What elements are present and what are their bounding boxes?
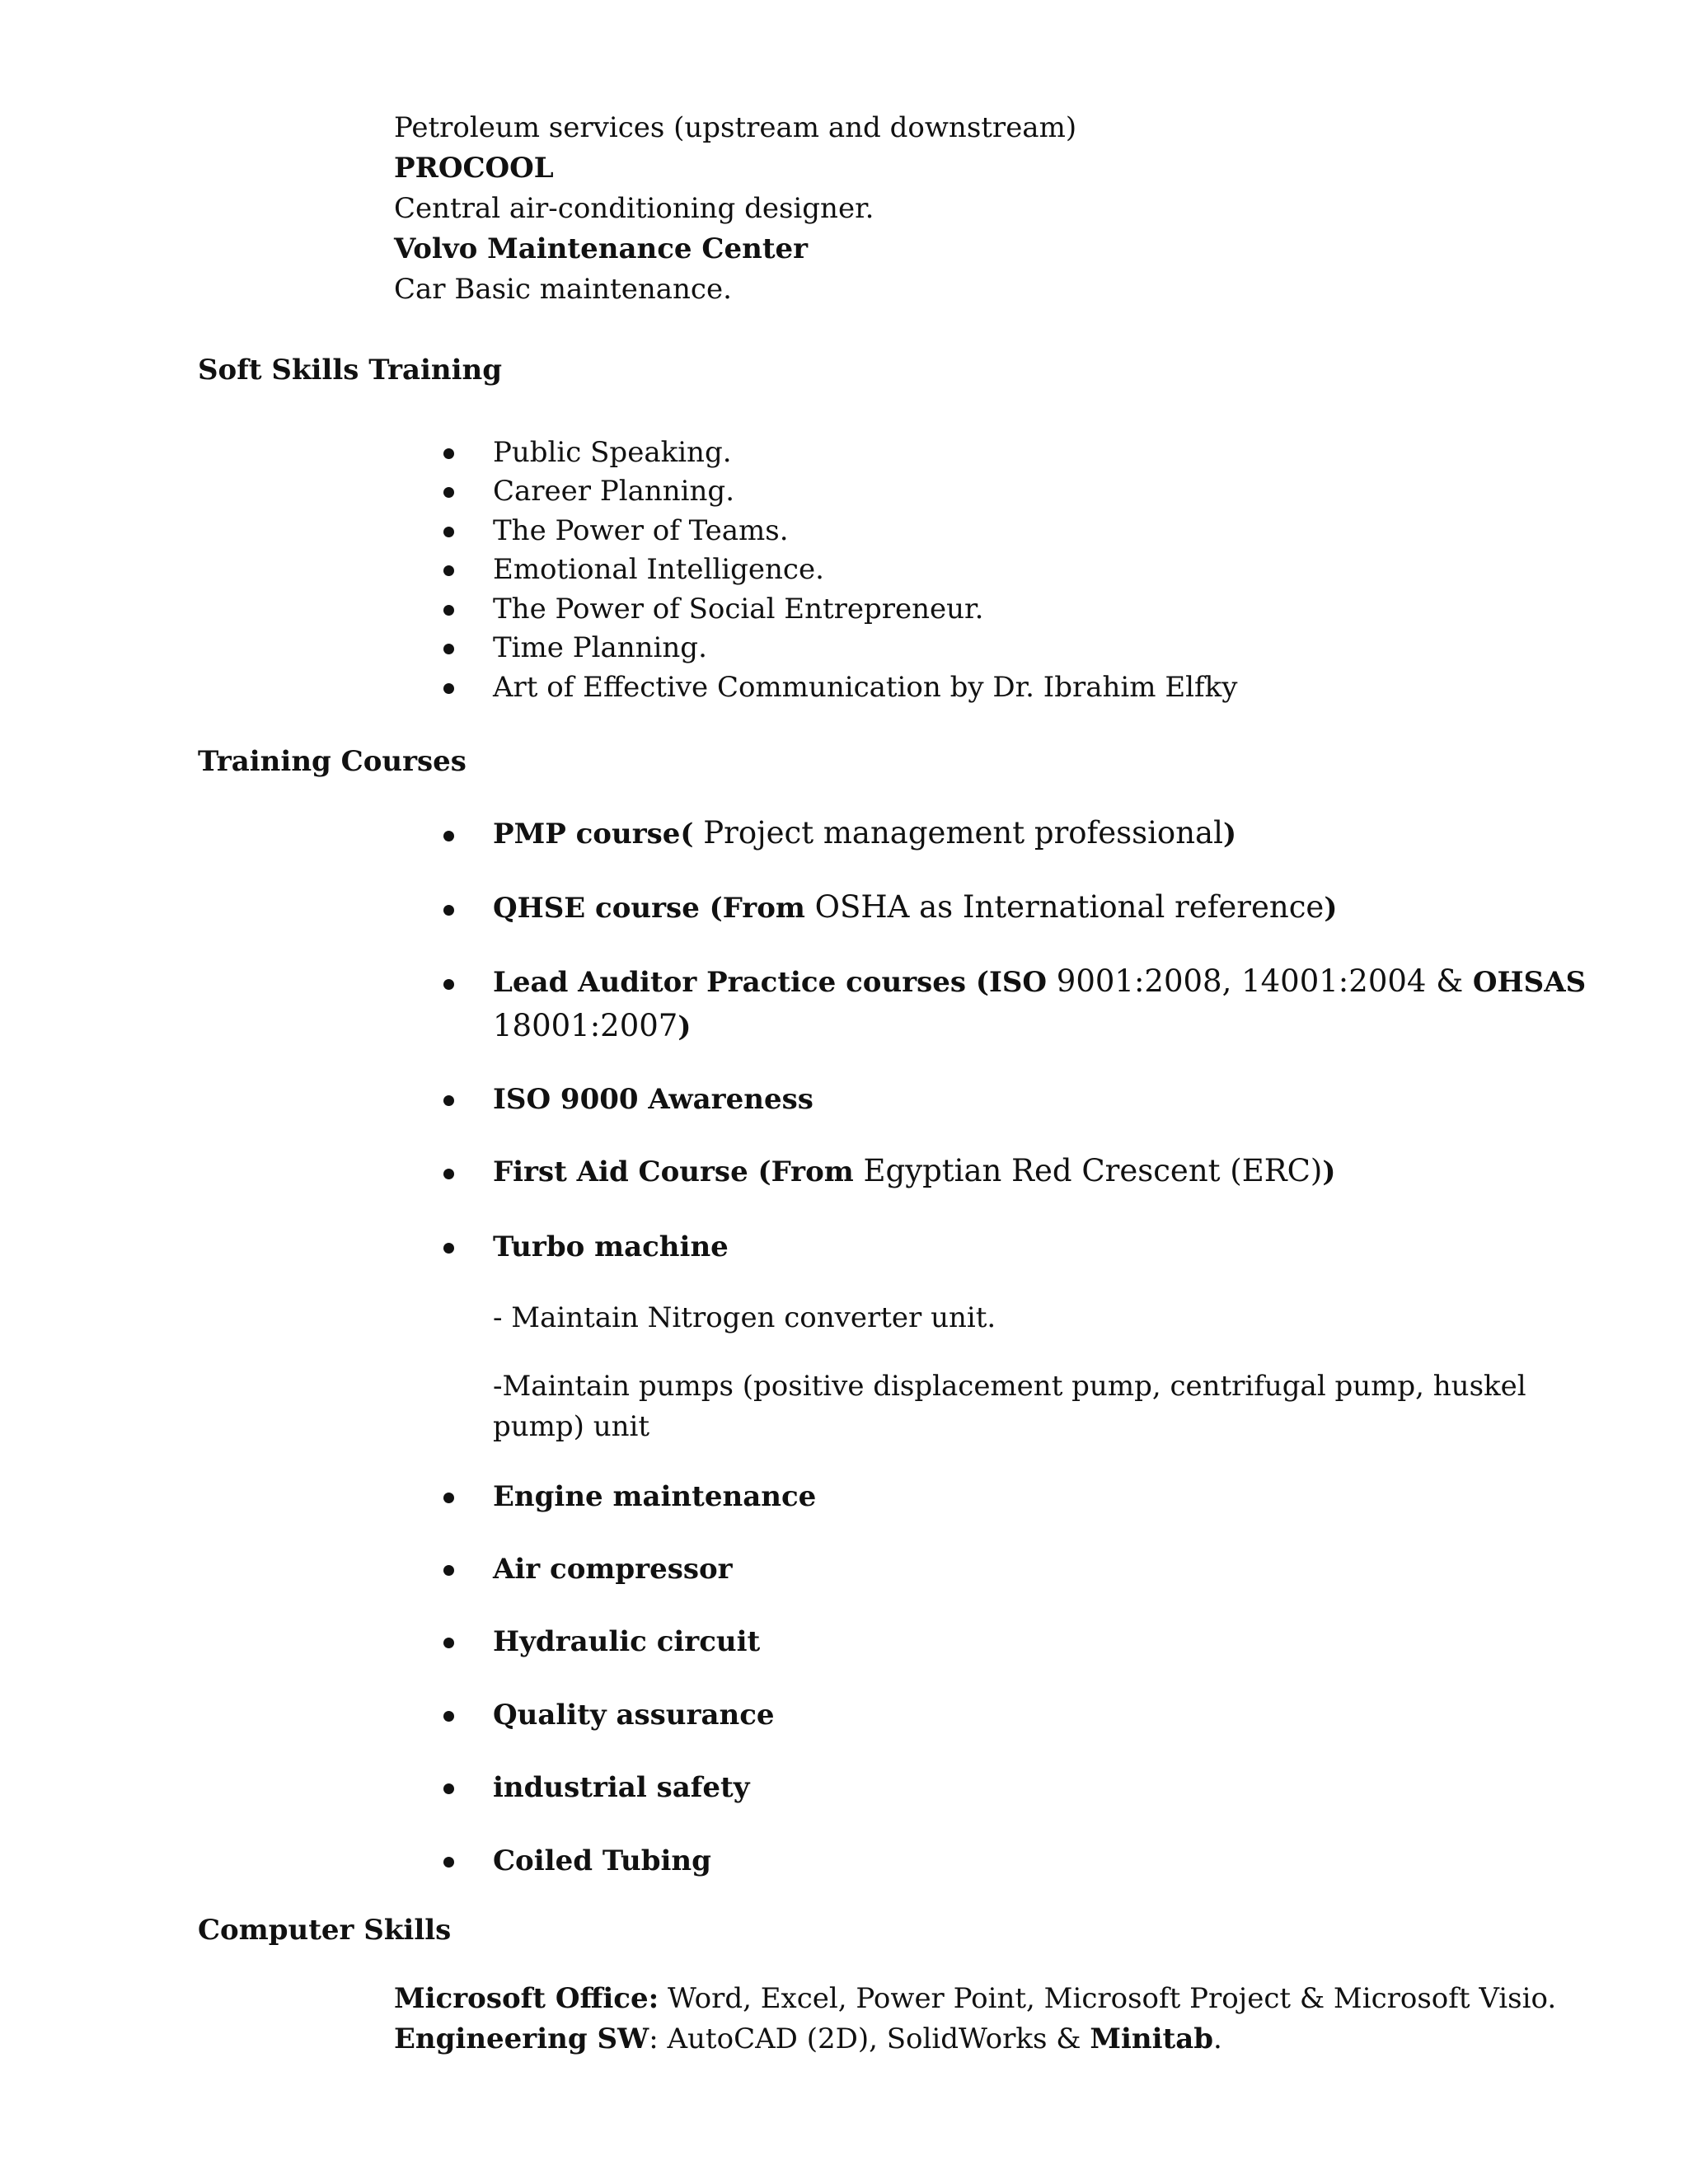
- course-item: industrial safety: [493, 1771, 750, 1804]
- section-heading-computer: Computer Skills: [198, 1914, 452, 1947]
- list-item: Art of Effective Communication by Dr. Ibrahim Elfky: [493, 671, 1238, 704]
- bullet-icon: [443, 1493, 454, 1503]
- bullet-icon: [443, 1243, 454, 1254]
- course-item: Hydraulic circuit: [493, 1625, 761, 1658]
- bullet-icon: [443, 1095, 454, 1106]
- list-item: The Power of Teams.: [493, 514, 789, 547]
- bullet-icon: [443, 1783, 454, 1794]
- course-item: Coiled Tubing: [493, 1844, 711, 1877]
- company-name: Volvo Maintenance Center: [394, 232, 809, 265]
- bullet-icon: [443, 1565, 454, 1576]
- course-detail: -Maintain pumps (positive displacement pump, centrifugal pump, huskel: [493, 1370, 1526, 1403]
- skill-engineering: Engineering SW: AutoCAD (2D), SolidWorks & Minitab.: [394, 2022, 1222, 2055]
- skill-office: Microsoft Office: Word, Excel, Power Point, Microsoft Project & Microsoft Visio.: [394, 1982, 1557, 2015]
- course-detail: - Maintain Nitrogen converter unit.: [493, 1301, 996, 1334]
- bullet-icon: [443, 605, 454, 616]
- section-heading-training: Training Courses: [198, 745, 467, 778]
- bullet-icon: [443, 979, 454, 990]
- bullet-icon: [443, 831, 454, 841]
- experience-line: Petroleum services (upstream and downstream): [394, 111, 1077, 144]
- bullet-icon: [443, 1169, 454, 1179]
- course-pmp: PMP course( Project management professional): [493, 815, 1237, 851]
- list-item: Public Speaking.: [493, 436, 732, 469]
- bullet-icon: [443, 1711, 454, 1722]
- bullet-icon: [443, 487, 454, 498]
- bullet-icon: [443, 683, 454, 694]
- course-first-aid: First Aid Course (From Egyptian Red Crescent (ERC)): [493, 1153, 1336, 1188]
- experience-line: Central air-conditioning designer.: [394, 192, 874, 225]
- bullet-icon: [443, 1857, 454, 1868]
- section-heading-soft-skills: Soft Skills Training: [198, 354, 503, 387]
- list-item: Career Planning.: [493, 475, 735, 508]
- experience-line: Car Basic maintenance.: [394, 273, 732, 306]
- course-turbo: Turbo machine: [493, 1230, 729, 1263]
- course-lead-auditor: Lead Auditor Practice courses (ISO 9001:2008, 14001:2004 & OHSAS: [493, 963, 1587, 999]
- bullet-icon: [443, 448, 454, 459]
- bullet-icon: [443, 1638, 454, 1648]
- course-item: Engine maintenance: [493, 1480, 817, 1513]
- bullet-icon: [443, 527, 454, 537]
- course-item: Air compressor: [493, 1553, 733, 1586]
- list-item: Emotional Intelligence.: [493, 553, 824, 586]
- course-qhse: QHSE course (From OSHA as International reference): [493, 889, 1338, 925]
- company-name: PROCOOL: [394, 152, 554, 185]
- course-lead-auditor-cont: 18001:2007): [493, 1008, 692, 1043]
- list-item: Time Planning.: [493, 631, 707, 664]
- course-item: Quality assurance: [493, 1699, 775, 1732]
- bullet-icon: [443, 905, 454, 916]
- bullet-icon: [443, 644, 454, 654]
- course-iso: ISO 9000 Awareness: [493, 1083, 814, 1116]
- course-detail: pump) unit: [493, 1410, 650, 1443]
- list-item: The Power of Social Entrepreneur.: [493, 593, 984, 626]
- bullet-icon: [443, 565, 454, 576]
